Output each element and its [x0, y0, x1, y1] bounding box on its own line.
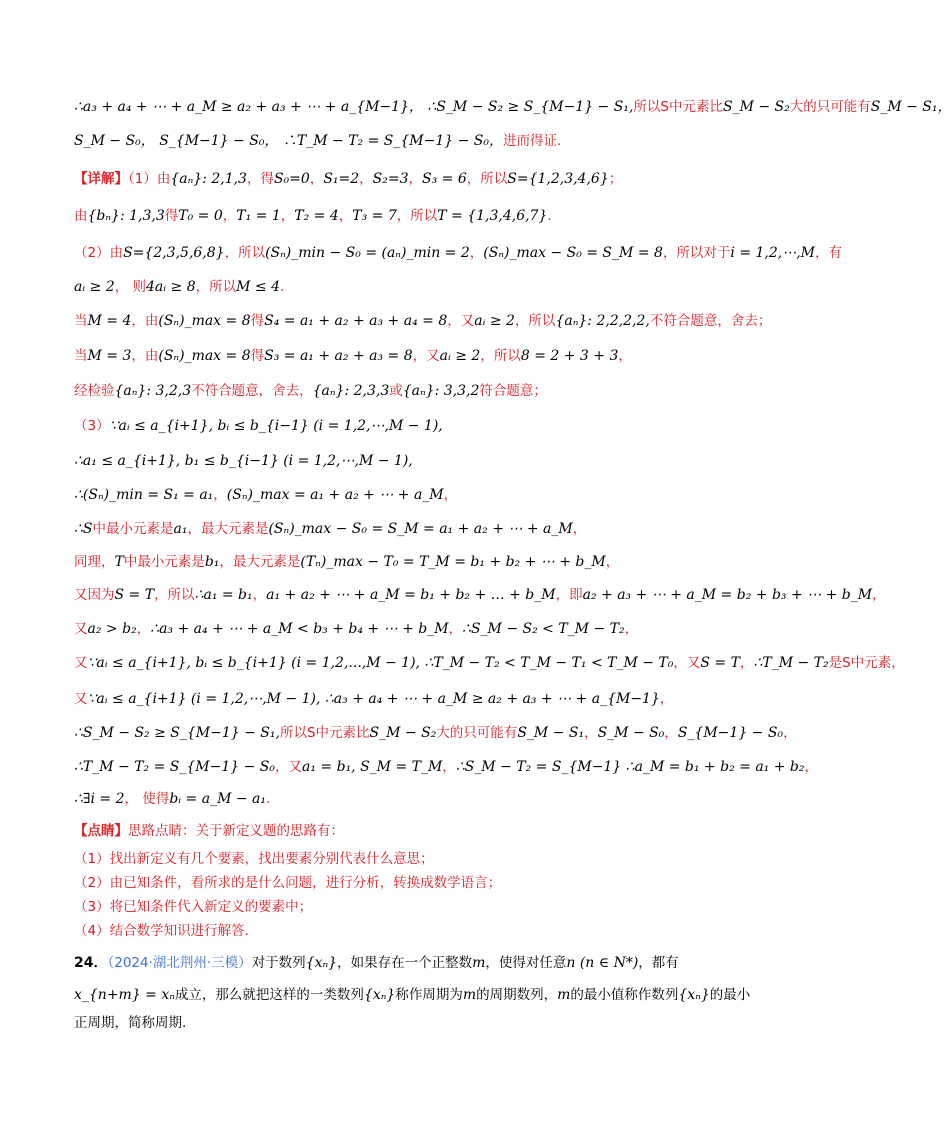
math-expression: S_M − S₁ [517, 725, 585, 741]
text-segment: 又 [74, 655, 88, 671]
math-expression: ∴S_M − S₂ < T_M − T₂ [462, 621, 625, 637]
text-segment: 又 [74, 691, 88, 707]
text-line [74, 518, 734, 540]
math-expression: S₂=3 [372, 171, 409, 187]
text-segment: ， [659, 691, 674, 707]
math-expression: S_M − S₀ [597, 725, 665, 741]
text-line [74, 984, 751, 1006]
math-expression: S_{M−1} − S₀， [154, 133, 279, 149]
math-expression: ∴T_M − T₂ = S_{M−1} − S₀， [278, 133, 503, 149]
math-expression: M = 4 [87, 313, 132, 329]
math-expression: aᵢ ≥ 2 [74, 279, 115, 295]
math-expression: ∴a₁ ≤ a_{i+1}, b₁ ≤ b_{i−1} (i = 1,2,⋯,M − 1), [74, 453, 413, 469]
text-segment: ， [309, 171, 324, 187]
text-segment: （4）结合数学知识进行解答. [74, 923, 249, 939]
math-expression: ∵aᵢ ≤ a_{i+1}, bᵢ ≤ b_{i−1} (i = 1,2,⋯,M − 1), [109, 418, 443, 434]
text-line [74, 788, 734, 810]
math-expression: M ≤ 4 [236, 279, 280, 295]
math-expression: ∵aᵢ ≤ a_{i+1}, bᵢ ≤ b_{i+1} (i = 1,2,...,M − 1), ∴T_M − T₂ < T_M − T₁ < T_M − T₀ [87, 655, 674, 671]
math-expression: S₃ = 6 [422, 171, 467, 187]
text-line [74, 872, 734, 894]
text-line [74, 820, 734, 842]
text-line [74, 380, 734, 402]
math-expression: {xₙ} [678, 987, 710, 1003]
text-line [74, 848, 734, 870]
text-line [74, 276, 734, 298]
section-tag: 【点睛】 [74, 823, 128, 839]
text-segment: ，所以对于 [662, 245, 731, 261]
text-line [74, 415, 734, 437]
math-expression: a₂ + a₃ + ⋯ + a_M = b₂ + b₃ + ⋯ + b_M [582, 587, 873, 603]
text-segment: 或 [389, 383, 403, 399]
math-expression: T₃ = 7 [352, 208, 397, 224]
text-segment: ， [664, 725, 678, 741]
section-tag: 【详解】 [74, 171, 128, 187]
text-segment: ，都有 [638, 955, 679, 971]
text-segment: （1）由 [128, 171, 171, 187]
text-segment: （2）由 [74, 245, 124, 261]
text-segment: 中元素比 [668, 99, 723, 115]
text-line [74, 618, 734, 640]
text-segment: （3） [74, 418, 110, 434]
math-expression: (Sₙ)_min − S₀ = (aₙ)_min = 2 [265, 245, 470, 261]
math-expression: M = 3 [87, 348, 132, 364]
text-segment: 中最小元素是 [92, 521, 174, 537]
text-segment: ，所以 [466, 171, 508, 187]
text-segment: 的最小 [709, 987, 751, 1003]
math-expression: T₂ = 4 [294, 208, 339, 224]
math-expression: (Sₙ)_max = a₁ + a₂ + ⋯ + a_M [226, 487, 444, 503]
math-expression: T₀ = 0 [178, 208, 223, 224]
text-segment: 成立，那么就把这样的一类数列 [174, 987, 364, 1003]
math-expression: S_{M−1} − S₀ [677, 725, 784, 741]
math-expression: S₀=0 [273, 171, 310, 187]
text-segment: 符合题意； [479, 383, 547, 399]
text-segment: （2）由已知条件，看所求的是什么问题，进行分析，转换成数学语言； [74, 875, 502, 891]
text-segment: ； [608, 171, 623, 187]
text-line [74, 484, 734, 506]
math-expression: m [472, 955, 486, 971]
text-segment: ，所以 [514, 313, 556, 329]
text-segment: ， [872, 587, 886, 603]
question-source: （2024·湖北荆州·三模） [107, 955, 252, 971]
math-expression: S₁=2 [323, 171, 360, 187]
math-expression: ∴T_M − T₂ [753, 655, 829, 671]
text-segment: ，所以 [154, 587, 195, 603]
math-expression: a₁ = b₁, S_M = T_M [302, 759, 443, 775]
text-segment: 中元素， [850, 655, 905, 671]
text-segment: 大的只可能有 [789, 99, 871, 115]
text-line [74, 345, 734, 367]
math-expression: ∴a₁ = b₁ [194, 587, 253, 603]
math-expression: ∴a₃ + a₄ + ⋯ + a_M ≥ a₂ + a₃ + ⋯ + a_{M−1}， [74, 99, 423, 115]
math-expression: (Sₙ)_max − S₀ = S_M = a₁ + a₂ + ⋯ + a_M [268, 521, 573, 537]
text-segment: ， [469, 245, 484, 261]
text-segment: 同理， [74, 554, 115, 570]
math-expression: {aₙ}: 2,3,3 [312, 383, 390, 399]
text-segment: ，又 [673, 655, 701, 671]
text-line [74, 722, 797, 744]
text-segment: 的周期数列， [476, 987, 558, 1003]
text-segment: 称作周期为 [395, 987, 463, 1003]
math-expression: S={2,3,5,6,8} [123, 245, 225, 261]
text-segment: ，所以 [195, 279, 237, 295]
text-line [74, 652, 905, 674]
text-segment: 正周期，简称周期. [74, 1015, 187, 1031]
text-segment: ， [783, 725, 797, 741]
text-segment: ，所以 [480, 348, 521, 364]
text-segment: 由 [74, 208, 88, 224]
math-expression: ∴a₃ + a₄ + ⋯ + a_M < b₃ + b₄ + ⋯ + b_M [150, 621, 449, 637]
text-segment: ，最大元素是 [219, 554, 301, 570]
text-segment: ，最大元素是 [187, 521, 269, 537]
math-expression: a₁ [173, 521, 188, 537]
math-expression: S₄ = a₁ + a₂ + a₃ + a₄ = 8 [264, 313, 448, 329]
text-segment: ， [252, 587, 267, 603]
text-segment: 中最小元素是 [123, 554, 205, 570]
math-expression: S_M − S₁， [870, 99, 952, 115]
text-segment: ，所以 [224, 245, 266, 261]
math-expression: S = T [114, 587, 155, 603]
text-segment: 当 [74, 313, 88, 329]
text-segment: ，有 [815, 245, 843, 261]
math-expression: {bₙ}: 1,3,3 [87, 208, 165, 224]
text-segment: ， [338, 208, 353, 224]
text-segment: 又 [74, 621, 88, 637]
text-segment: S [306, 725, 316, 741]
math-expression: ∴S_M − S₂ ≥ S_{M−1} − S₁, [74, 725, 280, 741]
text-segment: 不符合题意，舍去， [191, 383, 313, 399]
text-segment: ， 则 [114, 279, 146, 295]
text-segment: 不符合题意，舍去； [649, 313, 772, 329]
text-segment: ，得 [246, 171, 274, 187]
math-expression: m [462, 987, 477, 1003]
text-segment: ， [618, 348, 632, 364]
math-expression: 8 = 2 + 3 + 3 [520, 348, 619, 364]
text-segment: 对于数列 [251, 955, 306, 971]
text-segment: 当 [74, 348, 88, 364]
text-line [74, 130, 734, 152]
math-expression: ∴T_M − T₂ = S_{M−1} − S₀ [74, 759, 276, 775]
math-expression: {aₙ}: 3,2,3 [114, 383, 192, 399]
text-segment: ， [359, 171, 373, 187]
math-expression: T₁ = 1 [236, 208, 281, 224]
text-line [74, 310, 772, 332]
text-segment: ， [222, 208, 237, 224]
text-segment: ， [443, 487, 458, 503]
text-segment: . [279, 279, 285, 295]
math-expression: S₃ = a₁ + a₂ + a₃ = 8 [264, 348, 413, 364]
text-segment: ， [408, 171, 422, 187]
text-segment: ， [624, 621, 639, 637]
text-segment: ， [605, 554, 620, 570]
math-expression: ∴S_M − T₂ = S_{M−1} ∴a_M = b₁ + b₂ = a₁ + b₂ [455, 759, 805, 775]
text-segment: . [547, 208, 552, 224]
text-segment: ，又 [447, 313, 475, 329]
text-segment: ， [804, 759, 818, 775]
text-segment: ，又 [275, 759, 303, 775]
text-line [74, 96, 952, 118]
text-segment: 得 [250, 313, 265, 329]
math-expression: ∴(Sₙ)_min = S₁ = a₁ [74, 487, 214, 503]
text-line [74, 1012, 734, 1034]
math-expression: T = {1,3,4,6,7} [437, 208, 548, 224]
math-expression: S={1,2,3,4,6} [507, 171, 609, 187]
text-segment: 24． [74, 955, 108, 971]
text-line [74, 551, 734, 573]
math-expression: a₂ > b₂ [87, 621, 137, 637]
text-segment: . [266, 791, 271, 807]
math-expression: bᵢ = a_M − a₁ [169, 791, 267, 807]
math-expression: {aₙ}: 3,3,2 [402, 383, 480, 399]
math-expression: aᵢ ≥ 2 [474, 313, 515, 329]
text-segment: 经检验 [74, 383, 115, 399]
text-segment: 所以 [633, 99, 661, 115]
math-expression: aᵢ ≥ 2 [439, 348, 481, 364]
math-expression: ∴S_M − S₂ ≥ S_{M−1} − S₁, [422, 99, 634, 115]
text-segment: ， [442, 759, 456, 775]
text-line [74, 168, 734, 190]
text-segment: ， [572, 521, 587, 537]
math-expression: (Sₙ)_max = 8 [158, 348, 251, 364]
math-expression: S_M − S₀， [74, 133, 155, 149]
text-segment: ， [448, 621, 463, 637]
math-expression: (Tₙ)_max − T₀ = T_M = b₁ + b₂ + ⋯ + b_M [300, 554, 606, 570]
math-expression: ∵aᵢ ≤ a_{i+1} (i = 1,2,⋯,M − 1), ∴a₃ + a₄ + ⋯ + a_M ≥ a₂ + a₃ + ⋯ + a_{M−1} [87, 691, 660, 707]
math-expression: ∴S [74, 521, 93, 537]
text-segment: ， [584, 725, 598, 741]
text-segment: 得 [250, 348, 265, 364]
text-segment: 中元素比 [315, 725, 370, 741]
text-segment: ， [136, 621, 151, 637]
text-line [74, 205, 734, 227]
math-expression: {aₙ}: 2,1,3 [170, 171, 247, 187]
text-segment: ， [213, 487, 227, 503]
math-expression: x_{n+m} = xₙ [74, 987, 175, 1003]
text-segment: 所以 [279, 725, 307, 741]
math-expression: a₁ + a₂ + ⋯ + a_M = b₁ + b₂ + … + b_M [266, 587, 556, 603]
text-segment: ，如果存在一个正整数 [337, 955, 473, 971]
math-expression: {xₙ} [305, 955, 338, 971]
text-segment: （1）找出新定义有几个要素，找出要素分别代表什么意思； [74, 851, 434, 867]
text-segment: ，又 [412, 348, 440, 364]
text-segment: 的最小值称作数列 [570, 987, 679, 1003]
text-line [74, 952, 734, 974]
math-expression: S = T [700, 655, 740, 671]
text-segment: ，即 [555, 587, 583, 603]
math-expression: i = 1,2,⋯,M [730, 245, 816, 261]
text-line [74, 450, 734, 472]
text-line [74, 756, 818, 778]
text-line [74, 242, 843, 264]
math-expression: T [114, 554, 124, 570]
math-expression: m [557, 987, 571, 1003]
text-segment: 得 [164, 208, 179, 224]
text-line [74, 584, 886, 606]
math-expression: {aₙ}: 2,2,2,2, [555, 313, 650, 329]
text-segment: S [660, 99, 669, 115]
math-expression: 4aᵢ ≥ 8 [146, 279, 196, 295]
math-expression: b₁ [204, 554, 220, 570]
text-segment: ， [739, 655, 754, 671]
text-segment: ，由 [131, 348, 159, 364]
math-expression: n (n ∈ N*) [566, 955, 639, 971]
text-segment: S [842, 655, 851, 671]
text-segment: ， [280, 208, 295, 224]
math-expression: S_M − S₂ [369, 725, 437, 741]
math-expression: (Sₙ)_max − S₀ = S_M = 8 [483, 245, 663, 261]
text-line [74, 920, 734, 942]
text-segment: ， 使得 [124, 791, 170, 807]
math-expression: (Sₙ)_max = 8 [158, 313, 251, 329]
text-segment: ，由 [131, 313, 159, 329]
text-segment: ，使得对任意 [485, 955, 567, 971]
text-segment: 大的只可能有 [436, 725, 518, 741]
math-expression: ∴∃i = 2 [74, 791, 125, 807]
text-line [74, 896, 734, 918]
text-segment: ，所以 [396, 208, 438, 224]
text-line [74, 688, 734, 710]
math-expression: S_M − S₂ [722, 99, 790, 115]
text-segment: 思路点睛：关于新定义题的思路有： [128, 823, 344, 839]
text-segment: 又因为 [74, 587, 115, 603]
text-segment: （3）将已知条件代入新定义的要素中； [74, 899, 313, 915]
math-expression: {xₙ} [363, 987, 396, 1003]
text-segment: 进而得证. [502, 133, 562, 149]
text-segment: 是 [828, 655, 843, 671]
